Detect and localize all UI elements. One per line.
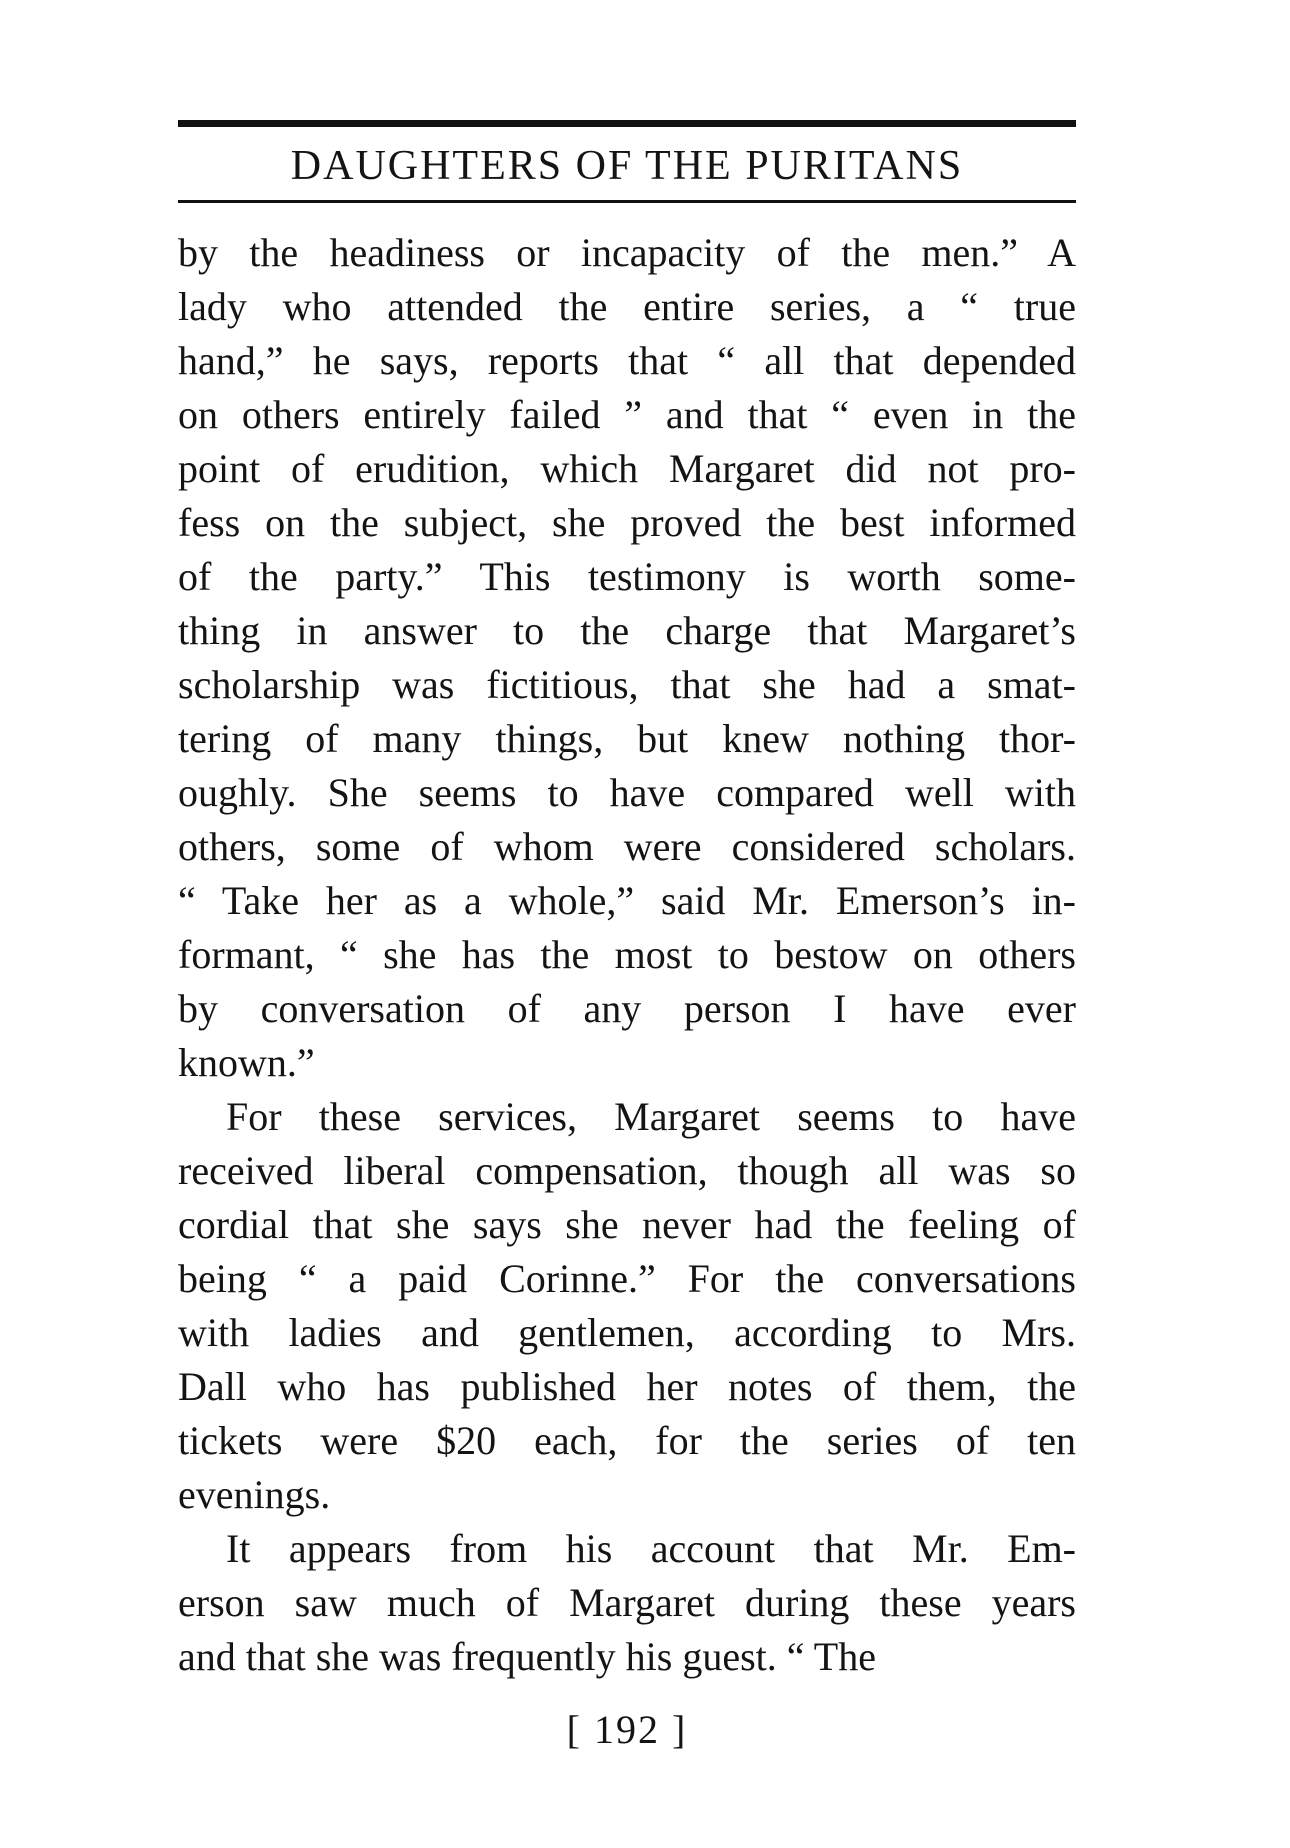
running-head: DAUGHTERS OF THE PURITANS	[290, 143, 964, 189]
text-line: others, some of whom were considered scholars.	[178, 824, 1076, 869]
text-line: hand,” he says, reports that “ all that depended	[178, 338, 1076, 383]
paragraph	[178, 1090, 1076, 1522]
text-line: tickets were $20 each, for the series of ten	[178, 1418, 1076, 1463]
text-line: by conversation of any person I have ever	[178, 986, 1076, 1031]
text-line: and that she was frequently his guest. “ The	[178, 1634, 876, 1679]
text-line: lady who attended the entire series, a “ true	[178, 284, 1076, 329]
page-number: [ 192 ]	[566, 1707, 688, 1752]
text-line: fess on the subject, she proved the best informed	[178, 500, 1076, 545]
text-line: evenings.	[178, 1472, 331, 1517]
text-line: It appears from his account that Mr. Em-	[226, 1526, 1076, 1571]
text-line: with ladies and gentlemen, according to Mrs.	[178, 1310, 1076, 1355]
text-line: For these services, Margaret seems to have	[226, 1094, 1076, 1139]
text-line: Dall who has published her notes of them, the	[178, 1364, 1076, 1409]
text-line: scholarship was fictitious, that she had a smat-	[178, 662, 1076, 707]
text-line: of the party.” This testimony is worth some-	[178, 554, 1076, 599]
text-line: by the headiness or incapacity of the men.” A	[178, 230, 1076, 275]
text-line: point of erudition, which Margaret did not pro-	[178, 446, 1076, 491]
paragraph	[178, 226, 1076, 1090]
header-rule-top	[178, 120, 1076, 127]
text-line: cordial that she says she never had the feeling of	[178, 1202, 1076, 1247]
paragraph	[178, 1522, 1076, 1684]
text-line: thing in answer to the charge that Margaret’s	[178, 608, 1076, 653]
text-line: received liberal compensation, though all was so	[178, 1148, 1076, 1193]
header-rule-bottom	[178, 200, 1076, 203]
text-line: erson saw much of Margaret during these years	[178, 1580, 1076, 1625]
text-line: formant, “ she has the most to bestow on others	[178, 932, 1076, 977]
text-line: known.”	[178, 1040, 315, 1085]
text-line: oughly. She seems to have compared well with	[178, 770, 1076, 815]
text-line: on others entirely failed ” and that “ even in the	[178, 392, 1076, 437]
text-line: being “ a paid Corinne.” For the conversations	[178, 1256, 1076, 1301]
text-line: “ Take her as a whole,” said Mr. Emerson’s in-	[178, 878, 1076, 923]
text-line: tering of many things, but knew nothing thor-	[178, 716, 1076, 761]
body-text	[178, 226, 1076, 1684]
